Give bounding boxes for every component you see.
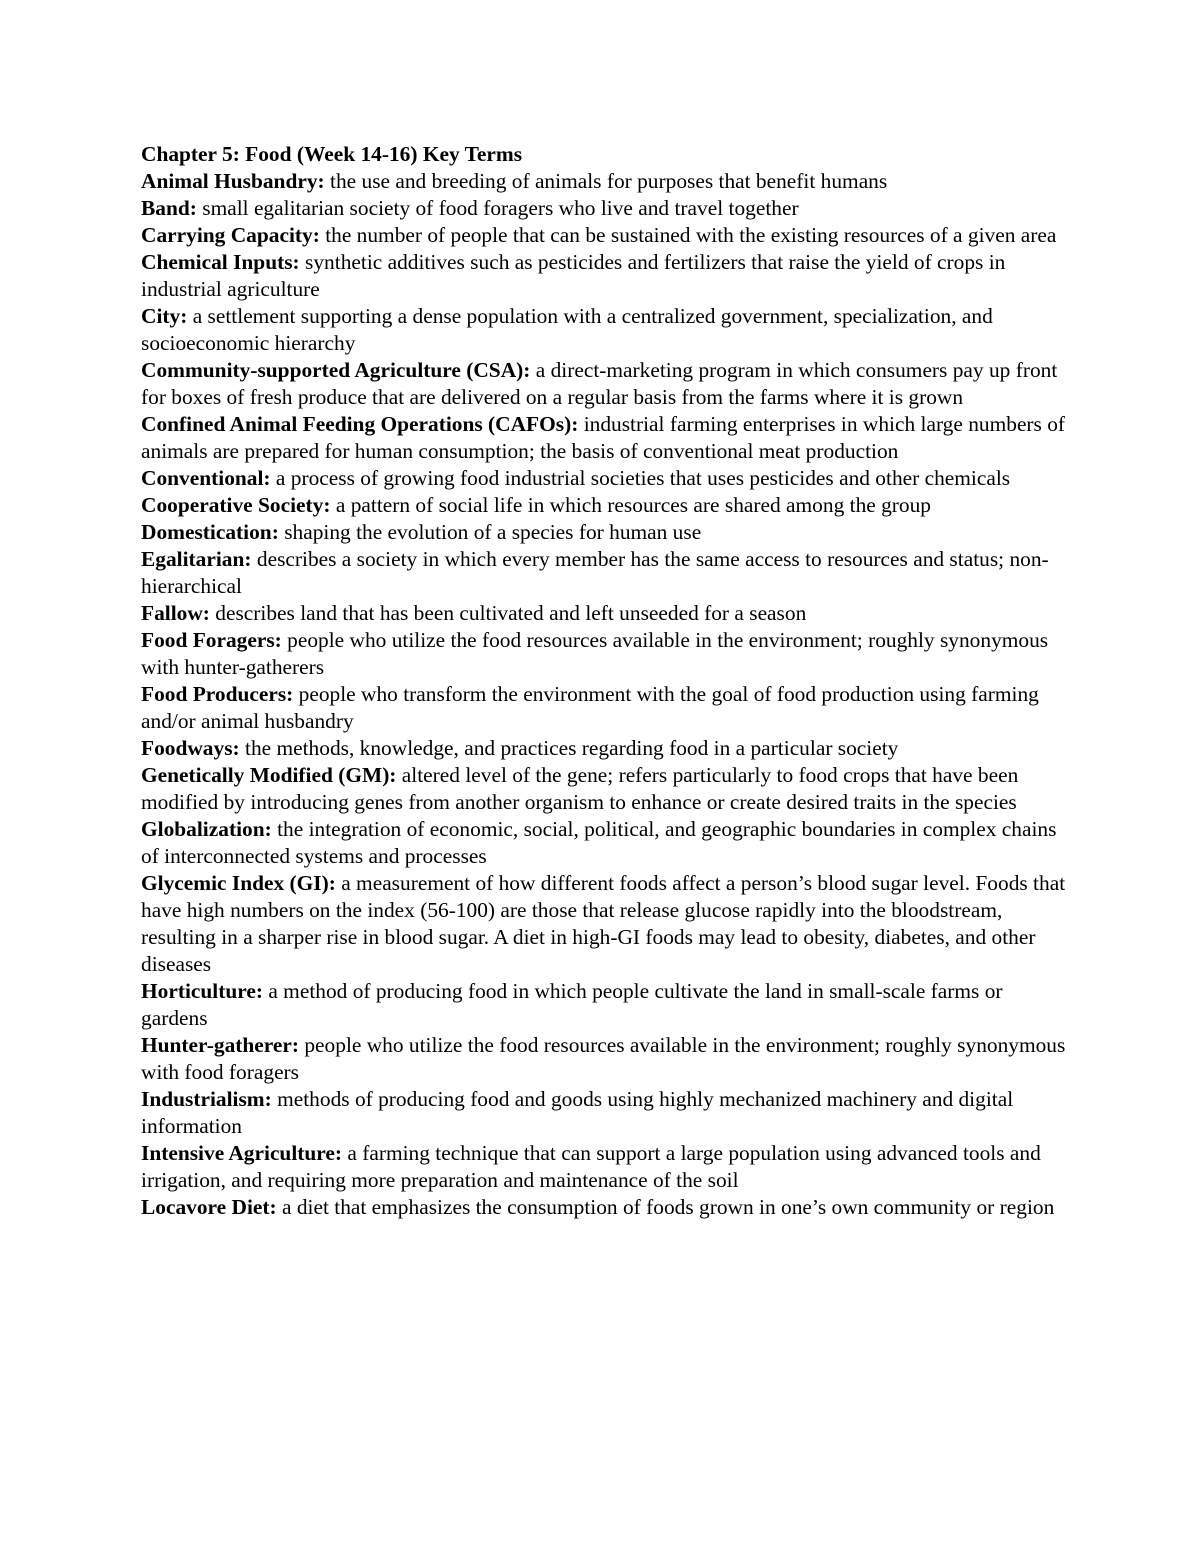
glossary-entry bbox=[141, 357, 1066, 411]
glossary-term: Carrying Capacity: bbox=[141, 223, 320, 247]
glossary-entry bbox=[141, 627, 1066, 681]
glossary-term: Community-supported Agriculture (CSA): bbox=[141, 358, 531, 382]
glossary-term: Genetically Modified (GM): bbox=[141, 763, 397, 787]
glossary-entry bbox=[141, 168, 1066, 195]
glossary-entry bbox=[141, 195, 1066, 222]
glossary-term: Globalization: bbox=[141, 817, 272, 841]
glossary-definition: industrial farming enterprises in which large numbers of animals are prepared for human consumption; the basis of conventional meat production bbox=[141, 412, 1066, 463]
glossary-term: Horticulture: bbox=[141, 979, 263, 1003]
glossary-definition: people who utilize the food resources available in the environment; roughly synonymous with food foragers bbox=[141, 1033, 1066, 1084]
glossary-entry bbox=[141, 1194, 1066, 1221]
glossary-definition: synthetic additives such as pesticides and fertilizers that raise the yield of crops in industrial agriculture bbox=[141, 250, 1006, 301]
glossary-definition: a settlement supporting a dense population with a centralized government, specialization, and socioeconomic hierarchy bbox=[141, 304, 993, 355]
glossary-entry bbox=[141, 222, 1066, 249]
glossary-entry bbox=[141, 303, 1066, 357]
glossary-term: Chemical Inputs: bbox=[141, 250, 300, 274]
glossary-list bbox=[141, 168, 1066, 1221]
glossary-entry bbox=[141, 681, 1066, 735]
glossary-entry bbox=[141, 870, 1066, 978]
glossary-entry bbox=[141, 762, 1066, 816]
glossary-definition: describes a society in which every member has the same access to resources and status; non-hierarchical bbox=[141, 547, 1049, 598]
glossary-definition: small egalitarian society of food foragers who live and travel together bbox=[202, 196, 799, 220]
glossary-entry bbox=[141, 492, 1066, 519]
glossary-term: Industrialism: bbox=[141, 1087, 272, 1111]
glossary-definition: a measurement of how different foods affect a person’s blood sugar level. Foods that have high numbers on the index (56-100) are those that release glucose rapidly into the bloodstream, resulting in a sharper rise in blood sugar. A diet in high-GI foods may lead to obesity, diabetes, and other diseases bbox=[141, 871, 1066, 976]
glossary-entry bbox=[141, 546, 1066, 600]
glossary-definition: altered level of the gene; refers particularly to food crops that have been modified by introducing genes from another organism to enhance or create desired traits in the species bbox=[141, 763, 1019, 814]
glossary-term: Glycemic Index (GI): bbox=[141, 871, 336, 895]
glossary-term: Food Producers: bbox=[141, 682, 294, 706]
glossary-term: Hunter-gatherer: bbox=[141, 1033, 299, 1057]
glossary-entry bbox=[141, 519, 1066, 546]
glossary-definition: the number of people that can be sustained with the existing resources of a given area bbox=[325, 223, 1057, 247]
glossary-definition: a pattern of social life in which resources are shared among the group bbox=[335, 493, 932, 517]
glossary-term: Conventional: bbox=[141, 466, 271, 490]
glossary-definition: a diet that emphasizes the consumption of foods grown in one’s own community or region bbox=[281, 1195, 1055, 1219]
document-title: Chapter 5: Food (Week 14-16) Key Terms bbox=[141, 142, 523, 166]
glossary-term: Food Foragers: bbox=[141, 628, 282, 652]
glossary-entry bbox=[141, 600, 1066, 627]
glossary-definition: people who utilize the food resources available in the environment; roughly synonymous with hunter-gatherers bbox=[141, 628, 1049, 679]
glossary-term: Fallow: bbox=[141, 601, 210, 625]
glossary-entry bbox=[141, 411, 1066, 465]
glossary-entry bbox=[141, 735, 1066, 762]
glossary-definition: describes land that has been cultivated and left unseeded for a season bbox=[215, 601, 807, 625]
glossary-term: Domestication: bbox=[141, 520, 279, 544]
glossary-entry bbox=[141, 1032, 1066, 1086]
document-body bbox=[141, 141, 1066, 1221]
glossary-term: City: bbox=[141, 304, 188, 328]
glossary-term: Egalitarian: bbox=[141, 547, 252, 571]
glossary-term: Confined Animal Feeding Operations (CAFOs): bbox=[141, 412, 579, 436]
glossary-term: Foodways: bbox=[141, 736, 240, 760]
glossary-definition: a process of growing food industrial societies that uses pesticides and other chemicals bbox=[275, 466, 1011, 490]
glossary-entry bbox=[141, 249, 1066, 303]
glossary-entry bbox=[141, 1086, 1066, 1140]
glossary-term: Cooperative Society: bbox=[141, 493, 331, 517]
glossary-term: Intensive Agriculture: bbox=[141, 1141, 343, 1165]
glossary-entry bbox=[141, 465, 1066, 492]
glossary-definition: methods of producing food and goods using highly mechanized machinery and digital information bbox=[141, 1087, 1014, 1138]
glossary-entry bbox=[141, 1140, 1066, 1194]
glossary-term: Locavore Diet: bbox=[141, 1195, 277, 1219]
glossary-term: Animal Husbandry: bbox=[141, 169, 325, 193]
glossary-definition: a farming technique that can support a large population using advanced tools and irrigation, and requiring more preparation and maintenance of the soil bbox=[141, 1141, 1041, 1192]
glossary-definition: the use and breeding of animals for purposes that benefit humans bbox=[330, 169, 888, 193]
glossary-definition: people who transform the environment with the goal of food production using farming and/or animal husbandry bbox=[141, 682, 1039, 733]
glossary-term: Band: bbox=[141, 196, 197, 220]
glossary-definition: the integration of economic, social, political, and geographic boundaries in complex chains of interconnected systems and processes bbox=[141, 817, 1057, 868]
glossary-definition: a direct-marketing program in which consumers pay up front for boxes of fresh produce that are delivered on a regular basis from the farms where it is grown bbox=[141, 358, 1058, 409]
glossary-entry bbox=[141, 978, 1066, 1032]
glossary-entry bbox=[141, 816, 1066, 870]
glossary-definition: a method of producing food in which people cultivate the land in small-scale farms or gardens bbox=[141, 979, 1003, 1030]
glossary-definition: shaping the evolution of a species for human use bbox=[284, 520, 702, 544]
glossary-definition: the methods, knowledge, and practices regarding food in a particular society bbox=[245, 736, 899, 760]
